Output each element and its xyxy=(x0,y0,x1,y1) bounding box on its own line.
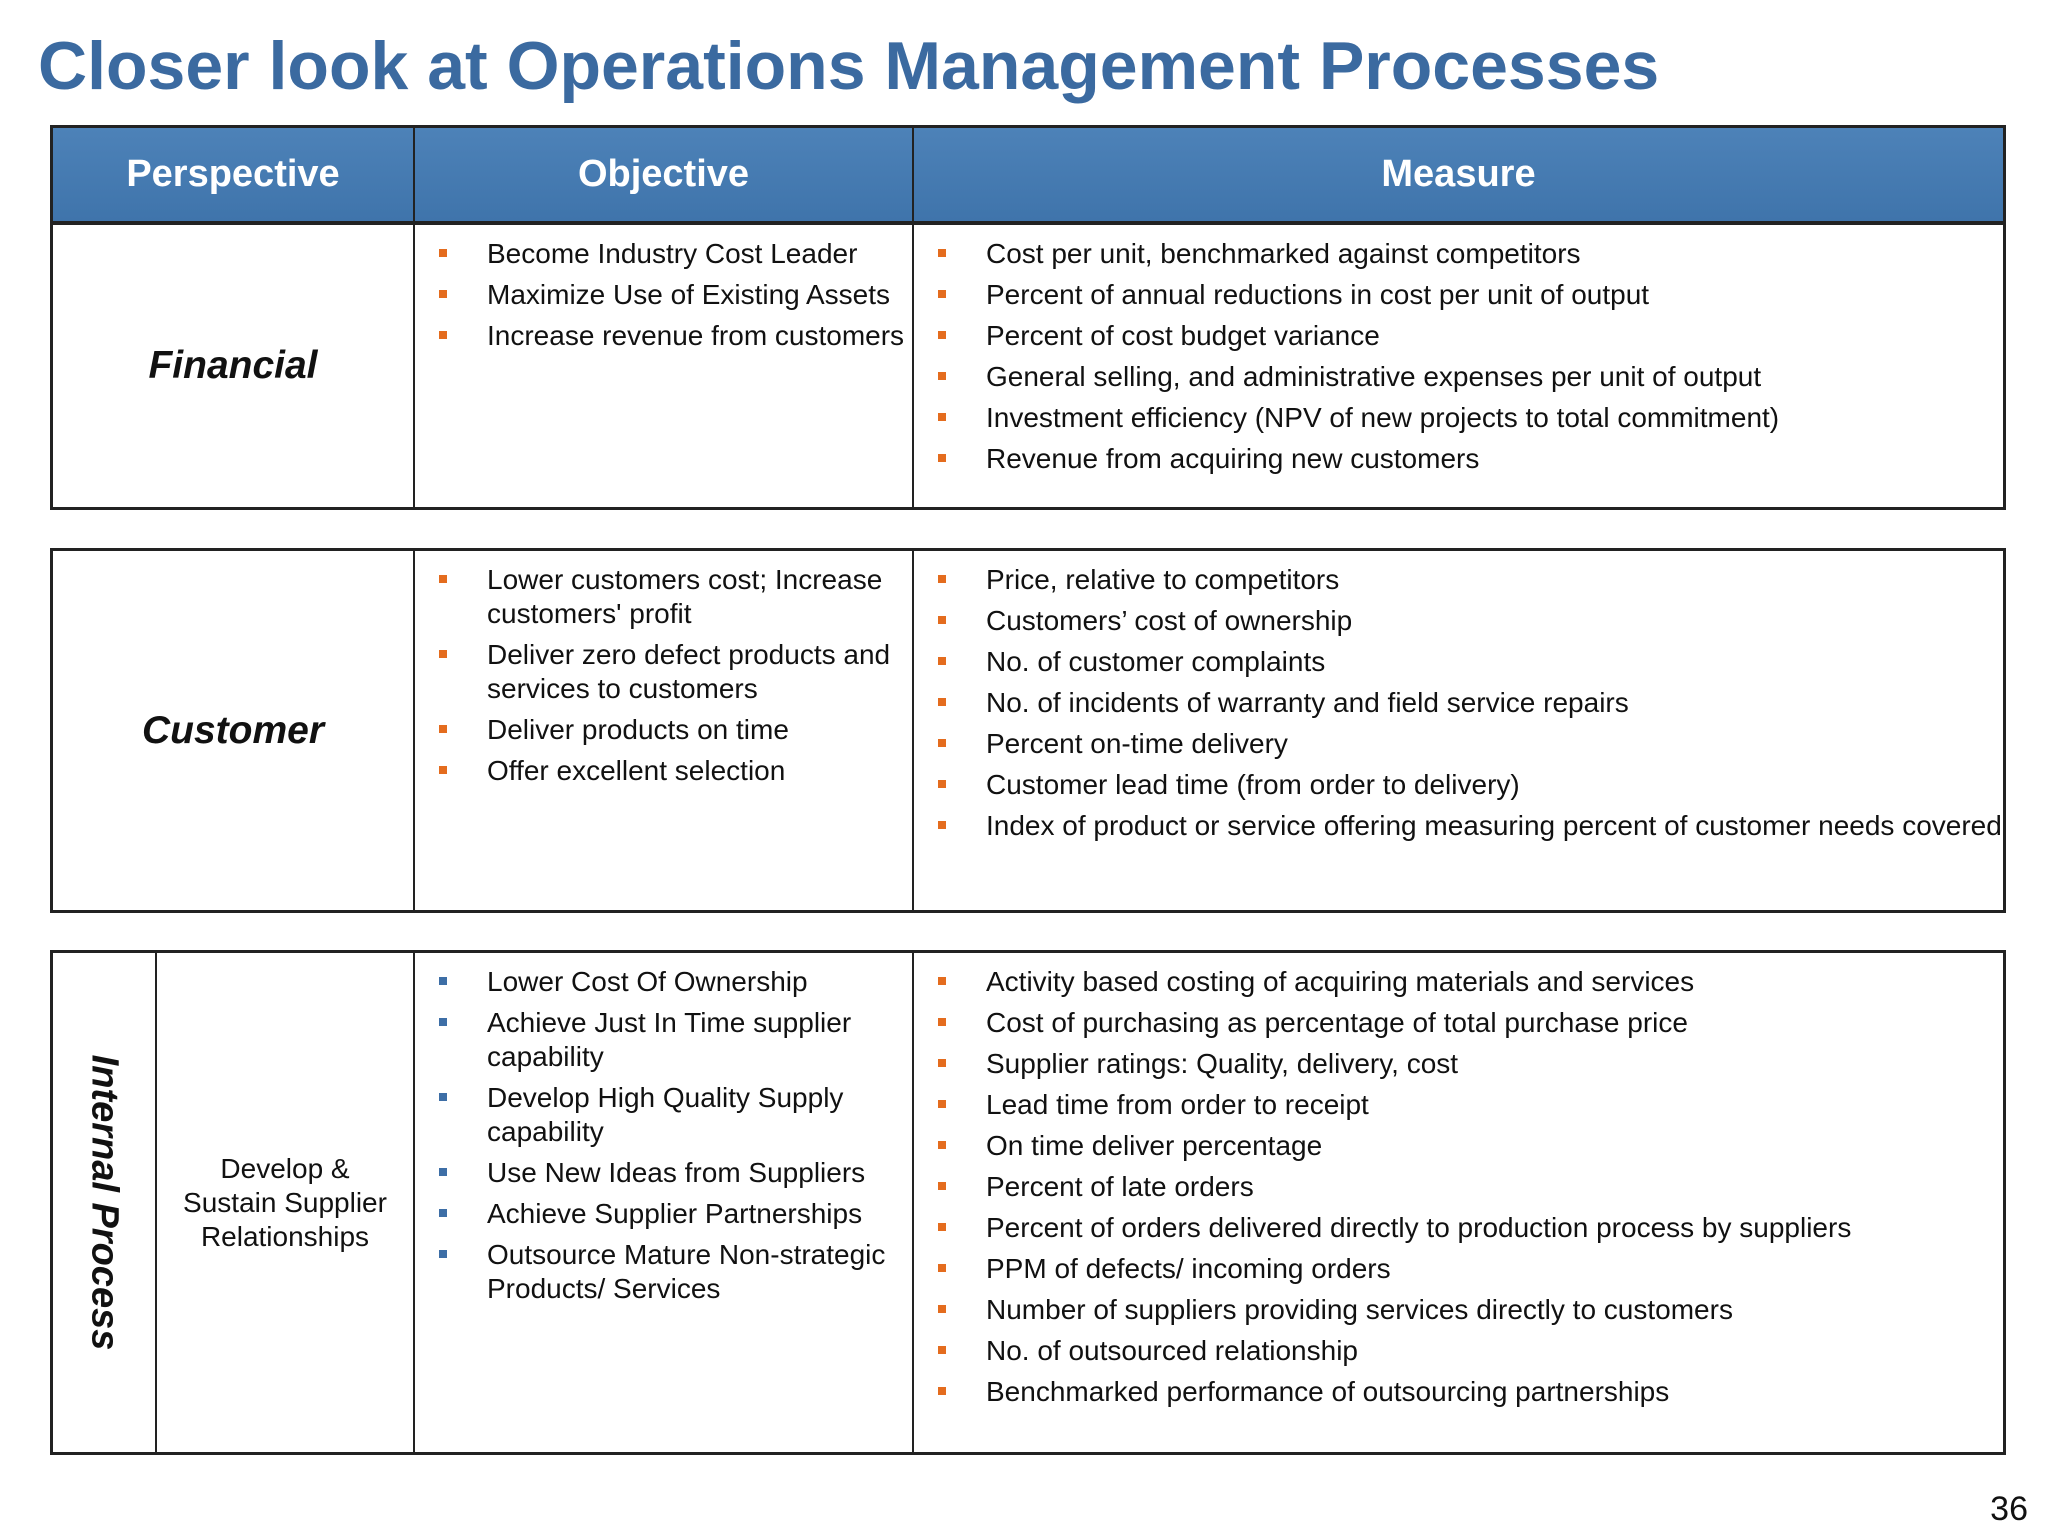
square-bullet-icon xyxy=(938,1305,946,1313)
list-item-text: Percent of orders delivered directly to production process by suppliers xyxy=(986,1212,1852,1243)
sub-perspective-line: Sustain Supplier xyxy=(183,1186,387,1218)
list-item-text: Percent of late orders xyxy=(986,1171,1254,1202)
perspective-customer: Customer xyxy=(141,708,325,752)
list-item xyxy=(914,1129,2003,1163)
square-bullet-icon xyxy=(938,575,946,583)
list-item xyxy=(415,1081,912,1149)
square-bullet-icon xyxy=(938,331,946,339)
financial-objectives-cell xyxy=(415,225,912,507)
list-item xyxy=(415,1238,912,1306)
square-bullet-icon xyxy=(938,616,946,624)
list-item-text: Deliver zero defect products and services to customers xyxy=(487,639,891,704)
list-item xyxy=(914,809,2003,843)
list-item xyxy=(415,319,912,353)
list-item xyxy=(914,319,2003,353)
sub-perspective-line: Relationships xyxy=(200,1220,370,1252)
list-item-text: Maximize Use of Existing Assets xyxy=(487,279,891,310)
list-item xyxy=(914,686,2003,720)
financial-section xyxy=(50,222,2006,510)
square-bullet-icon xyxy=(938,1223,946,1231)
list-item-text: Use New Ideas from Suppliers xyxy=(487,1157,866,1188)
square-bullet-icon xyxy=(938,977,946,985)
square-bullet-icon xyxy=(938,1264,946,1272)
square-bullet-icon xyxy=(938,780,946,788)
list-item xyxy=(914,965,2003,999)
page-title: Closer look at Operations Management Processes xyxy=(38,28,1660,104)
square-bullet-icon xyxy=(439,977,447,985)
list-item-text: Achieve Just In Time supplier capability xyxy=(487,1007,852,1072)
square-bullet-icon xyxy=(938,1100,946,1108)
list-item xyxy=(914,442,2003,476)
square-bullet-icon xyxy=(938,821,946,829)
list-item-text: Price, relative to competitors xyxy=(986,564,1340,595)
list-item-text: Lower Cost Of Ownership xyxy=(487,966,808,997)
square-bullet-icon xyxy=(439,1209,447,1217)
list-item xyxy=(914,1006,2003,1040)
list-item-text: Benchmarked performance of outsourcing partnerships xyxy=(986,1376,1670,1407)
square-bullet-icon xyxy=(439,290,447,298)
list-item-text: Develop High Quality Supply capability xyxy=(487,1082,844,1147)
list-item-text: Supplier ratings: Quality, delivery, cost xyxy=(986,1048,1459,1079)
perspective-internal-process xyxy=(53,953,155,1452)
list-item-text: On time deliver percentage xyxy=(986,1130,1323,1161)
list-item xyxy=(914,1252,2003,1286)
square-bullet-icon xyxy=(938,1018,946,1026)
square-bullet-icon xyxy=(938,739,946,747)
sub-perspective-line: Develop & xyxy=(220,1152,350,1184)
internal-objectives-cell xyxy=(415,953,912,1452)
list-item xyxy=(415,1156,912,1190)
list-item xyxy=(914,1088,2003,1122)
list-item-text: Activity based costing of acquiring materials and services xyxy=(986,966,1695,997)
list-item xyxy=(415,754,912,788)
list-item-text: Investment efficiency (NPV of new projects to total commitment) xyxy=(986,402,1780,433)
header-objective: Objective xyxy=(577,153,750,195)
list-item xyxy=(914,768,2003,802)
list-item-text: Outsource Mature Non-strategic Products/ Services xyxy=(487,1239,886,1304)
list-item-text: Become Industry Cost Leader xyxy=(487,238,858,269)
customer-measures-cell xyxy=(914,551,2003,910)
list-item xyxy=(914,1170,2003,1204)
list-item-text: Lower customers cost; Increase customers' profit xyxy=(487,564,883,629)
list-item-text: General selling, and administrative expenses per unit of output xyxy=(986,361,1762,392)
square-bullet-icon xyxy=(938,1141,946,1149)
internal-measures-list xyxy=(914,965,2003,1416)
list-item xyxy=(415,965,912,999)
square-bullet-icon xyxy=(938,1387,946,1395)
square-bullet-icon xyxy=(439,575,447,583)
list-item xyxy=(914,604,2003,638)
square-bullet-icon xyxy=(938,249,946,257)
list-item xyxy=(914,278,2003,312)
list-item-text: Increase revenue from customers xyxy=(487,320,905,351)
list-item-text: Achieve Supplier Partnerships xyxy=(487,1198,863,1229)
list-item-text: Customers’ cost of ownership xyxy=(986,605,1353,636)
square-bullet-icon xyxy=(938,372,946,380)
perspective-financial: Financial xyxy=(148,344,318,387)
internal-objectives-list xyxy=(415,965,912,1313)
list-item xyxy=(415,278,912,312)
square-bullet-icon xyxy=(439,766,447,774)
list-item-text: No. of incidents of warranty and field service repairs xyxy=(986,687,1629,718)
list-item xyxy=(914,1334,2003,1368)
list-item xyxy=(415,1006,912,1074)
table-header xyxy=(50,125,2006,224)
list-item-text: Offer excellent selection xyxy=(487,755,786,786)
list-item-text: Percent on-time delivery xyxy=(986,728,1288,759)
list-item xyxy=(415,713,912,747)
list-item xyxy=(914,237,2003,271)
list-item-text: Revenue from acquiring new customers xyxy=(986,443,1480,474)
sub-perspective-supplier xyxy=(157,953,413,1452)
list-item xyxy=(914,1211,2003,1245)
list-item xyxy=(914,1047,2003,1081)
square-bullet-icon xyxy=(938,290,946,298)
list-item xyxy=(914,1293,2003,1327)
list-item-text: PPM of defects/ incoming orders xyxy=(986,1253,1391,1284)
financial-measures-list xyxy=(914,237,2003,483)
square-bullet-icon xyxy=(439,650,447,658)
list-item-text: Cost of purchasing as percentage of total purchase price xyxy=(986,1007,1688,1038)
page-number: 36 xyxy=(1990,1490,2028,1528)
list-item-text: Lead time from order to receipt xyxy=(986,1089,1369,1120)
list-item-text: No. of outsourced relationship xyxy=(986,1335,1358,1366)
list-item-text: Number of suppliers providing services directly to customers xyxy=(986,1294,1733,1325)
square-bullet-icon xyxy=(938,1182,946,1190)
financial-measures-cell xyxy=(914,225,2003,507)
financial-objectives-list xyxy=(415,237,912,360)
square-bullet-icon xyxy=(439,725,447,733)
customer-objectives-list xyxy=(415,563,912,795)
square-bullet-icon xyxy=(439,249,447,257)
list-item xyxy=(914,401,2003,435)
customer-objectives-cell xyxy=(415,551,912,910)
list-item xyxy=(914,645,2003,679)
list-item xyxy=(914,1375,2003,1409)
square-bullet-icon xyxy=(938,1059,946,1067)
list-item-text: Percent of cost budget variance xyxy=(986,320,1380,351)
square-bullet-icon xyxy=(938,698,946,706)
square-bullet-icon xyxy=(938,657,946,665)
square-bullet-icon xyxy=(439,331,447,339)
list-item xyxy=(415,563,912,631)
list-item-text: No. of customer complaints xyxy=(986,646,1326,677)
square-bullet-icon xyxy=(439,1168,447,1176)
list-item xyxy=(415,1197,912,1231)
square-bullet-icon xyxy=(938,454,946,462)
square-bullet-icon xyxy=(938,413,946,421)
perspective-internal-process-label: Internal Process xyxy=(83,1054,126,1351)
square-bullet-icon xyxy=(439,1018,447,1026)
list-item-text: Cost per unit, benchmarked against competitors xyxy=(986,238,1581,269)
square-bullet-icon xyxy=(439,1093,447,1101)
header-perspective: Perspective xyxy=(126,153,340,195)
list-item xyxy=(914,360,2003,394)
square-bullet-icon xyxy=(938,1346,946,1354)
list-item xyxy=(415,638,912,706)
list-item xyxy=(914,727,2003,761)
square-bullet-icon xyxy=(439,1250,447,1258)
list-item-text: Percent of annual reductions in cost per unit of output xyxy=(986,279,1650,310)
customer-section xyxy=(50,548,2006,913)
customer-measures-list xyxy=(914,563,2003,850)
internal-measures-cell xyxy=(914,953,2003,1452)
list-item-text: Index of product or service offering measuring percent of customer needs covered xyxy=(986,810,2002,841)
internal-process-section xyxy=(50,950,2006,1455)
list-item-text: Customer lead time (from order to delivery) xyxy=(986,769,1520,800)
list-item xyxy=(914,563,2003,597)
header-measure: Measure xyxy=(1381,153,1536,195)
list-item xyxy=(415,237,912,271)
list-item-text: Deliver products on time xyxy=(487,714,789,745)
